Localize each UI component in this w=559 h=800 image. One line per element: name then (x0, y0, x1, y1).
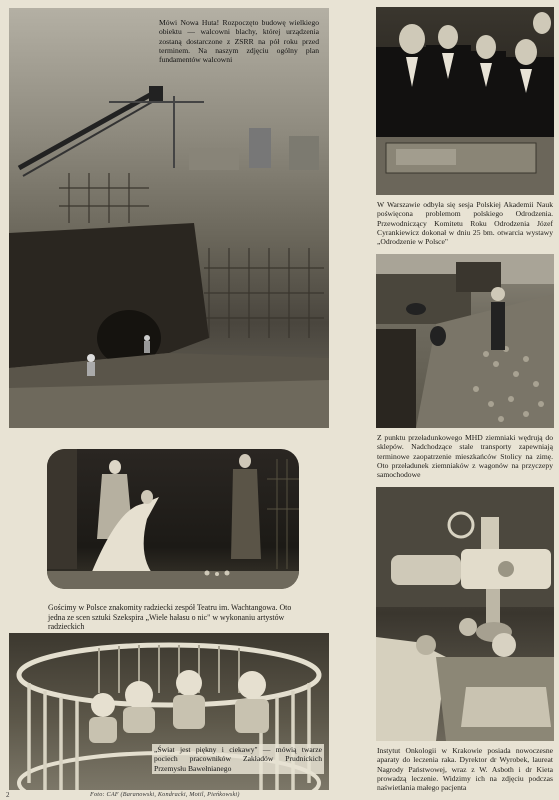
photo-potato-unloading (376, 254, 554, 428)
caption-playpen: „Świat jest piękny i ciekawy" — mówią twarze pociech pracowników Zakładów Prudnickich Przemysłu Bawełnianego (154, 745, 322, 773)
academy-illustration (376, 7, 554, 195)
photo-oncology-institute (376, 487, 554, 741)
page-number: 2 (6, 791, 10, 799)
caption-theatre: Gościmy w Polsce znakomity radziecki zespół Teatru im. Wachtangowa. Oto jedna ze scen sztuki Szekspira „Wiele hałasu o nic" w wykonaniu artystów radzieckich (48, 603, 292, 632)
caption-potatoes: Z punktu przeładunkowego MHD ziemniaki wędrują do sklepów. Nadchodzące stale transporty zapewniają terminowe zaopatrzenie mieszkańców Stolicy na zimę. Oto przeładunek ziemniaków z wagonów na przyczepy samochodowe (377, 433, 553, 479)
photo-construction-site (9, 8, 329, 428)
theatre-illustration (47, 449, 299, 589)
photo-children-playpen (9, 633, 329, 790)
caption-nowa-huta: Mówi Nowa Huta! Rozpoczęto budowę wielkiego obiektu — walcowni blachy, której urządzenia zostaną dostarczone z ZSRR na pół roku przed terminem. Na naszym zdjęciu ogólny plan fundamentów walcowni (159, 18, 319, 64)
caption-oncology: Instytut Onkologii w Krakowie posiada nowoczesne aparaty do leczenia raka. Dyrektor dr Wyrobek, laureat Nagrody Państwowej, wraz z W. Asboth i dr Kieta prowadzą leczenie. Widzimy ich na zdjęciu podczas naświetlania małego pacjenta (377, 746, 553, 792)
oncology-illustration (376, 487, 554, 741)
caption-academy-session: W Warszawie odbyła się sesja Polskiej Akademii Nauk poświęcona problemom polskiego Odrodzenia. Przewodniczący Komitetu Roku Odrodzenia Józef Cyrankiewicz dokonał w dniu 25 bm. otwarcia wystawy „Odrodzenie w Polsce" (377, 200, 553, 246)
construction-illustration (9, 8, 329, 428)
potatoes-illustration (376, 254, 554, 428)
photo-credit: Foto: CAF (Baranowski, Kondracki, Motil, Pieńkowski) (90, 791, 240, 798)
photo-theatre-scene (47, 449, 299, 589)
photo-academy-session (376, 7, 554, 195)
